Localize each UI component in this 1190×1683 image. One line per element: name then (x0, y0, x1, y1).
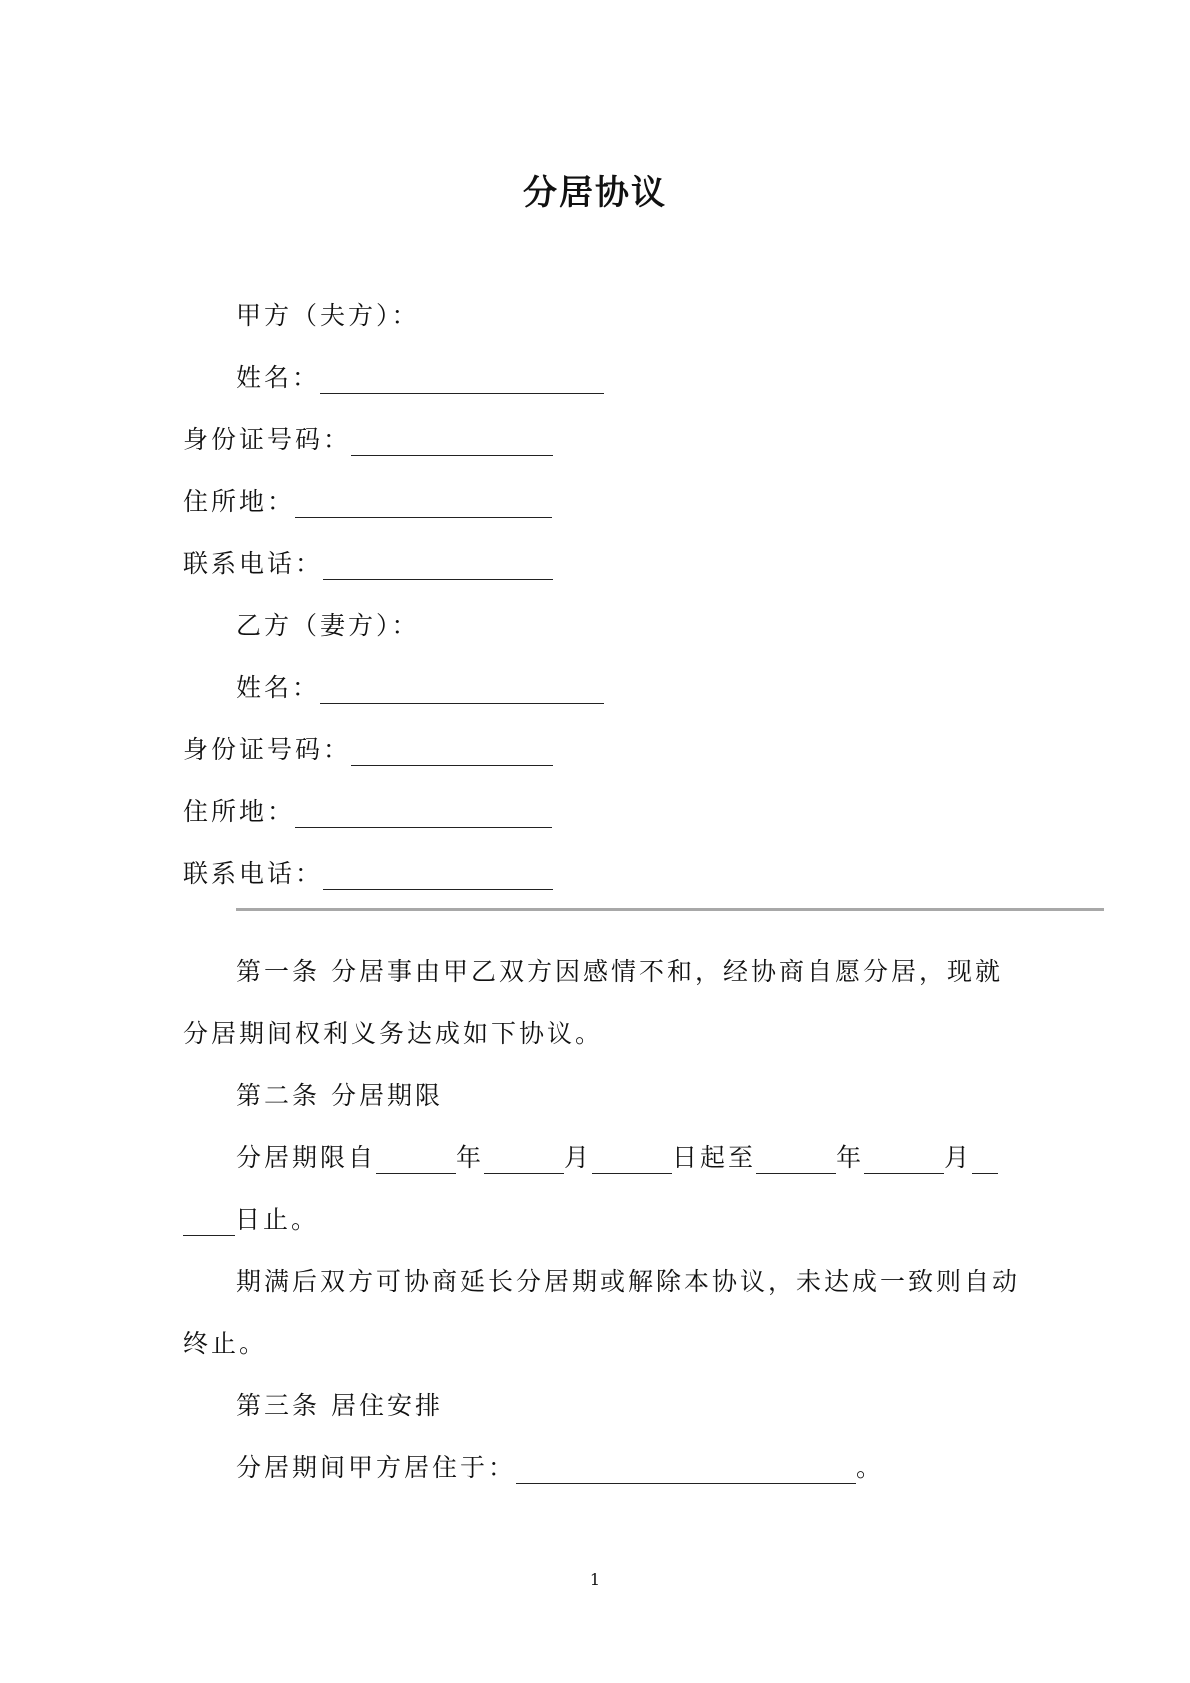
article2-term-line2 (183, 1204, 319, 1236)
party-a-phone-label: 联系电话： (183, 549, 324, 578)
start-day-label: 日起至 (672, 1143, 757, 1172)
party-a-name-field[interactable] (320, 369, 604, 394)
residence-prefix: 分居期间甲方居住于： (236, 1453, 517, 1482)
article3-residence-line (236, 1452, 884, 1484)
start-day-field[interactable] (592, 1149, 672, 1174)
end-month-field[interactable] (864, 1149, 944, 1174)
party-b-id-field[interactable] (351, 741, 553, 766)
party-b-phone-row (183, 858, 553, 890)
party-a-id-field[interactable] (351, 431, 553, 456)
end-month-label: 月 (944, 1143, 973, 1172)
party-b-id-label: 身份证号码： (183, 735, 352, 764)
party-a-id-row (183, 424, 553, 456)
party-a-id-label: 身份证号码： (183, 425, 352, 454)
party-a-heading: 甲方（夫方）： (236, 301, 420, 330)
article2-term-line (236, 1142, 998, 1174)
end-day-field-part1[interactable] (972, 1149, 998, 1174)
article3-heading: 第三条 居住安排 (236, 1391, 443, 1420)
article2-expiry-line2: 终止。 (183, 1329, 268, 1358)
start-year-field[interactable] (376, 1149, 456, 1174)
party-a-residence-field[interactable] (516, 1459, 856, 1484)
party-a-name-label: 姓名： (236, 363, 321, 392)
start-month-label: 月 (564, 1143, 593, 1172)
end-year-field[interactable] (756, 1149, 836, 1174)
party-a-phone-row (183, 548, 553, 580)
party-b-address-field[interactable] (295, 803, 552, 828)
party-b-phone-label: 联系电话： (183, 859, 324, 888)
party-a-name-row (236, 362, 604, 394)
article1-line2: 分居期间权利义务达成如下协议。 (183, 1019, 604, 1048)
article2-heading: 第二条 分居期限 (236, 1081, 443, 1110)
party-a-phone-field[interactable] (323, 555, 553, 580)
party-a-address-label: 住所地： (183, 487, 296, 516)
party-b-name-row (236, 672, 604, 704)
article1-line1: 第一条 分居事由甲乙双方因感情不和，经协商自愿分居，现就 (236, 957, 1003, 986)
document-title: 分居协议 (523, 173, 667, 213)
page-number: 1 (589, 1570, 601, 1589)
party-b-address-label: 住所地： (183, 797, 296, 826)
party-b-name-label: 姓名： (236, 673, 321, 702)
end-day-field-part2[interactable] (183, 1211, 235, 1236)
party-a-address-row (183, 486, 552, 518)
residence-suffix: 。 (856, 1453, 885, 1482)
start-month-field[interactable] (484, 1149, 564, 1174)
term-prefix: 分居期限自 (236, 1143, 377, 1172)
section-divider (236, 908, 1104, 911)
party-b-heading: 乙方（妻方）： (236, 611, 420, 640)
end-day-label: 日止。 (235, 1205, 320, 1234)
party-a-address-field[interactable] (295, 493, 552, 518)
party-b-address-row (183, 796, 552, 828)
end-year-label: 年 (836, 1143, 865, 1172)
start-year-label: 年 (456, 1143, 485, 1172)
party-b-phone-field[interactable] (323, 865, 553, 890)
article2-expiry-line1: 期满后双方可协商延长分居期或解除本协议，未达成一致则自动 (236, 1267, 1021, 1296)
party-b-name-field[interactable] (320, 679, 604, 704)
party-b-id-row (183, 734, 553, 766)
